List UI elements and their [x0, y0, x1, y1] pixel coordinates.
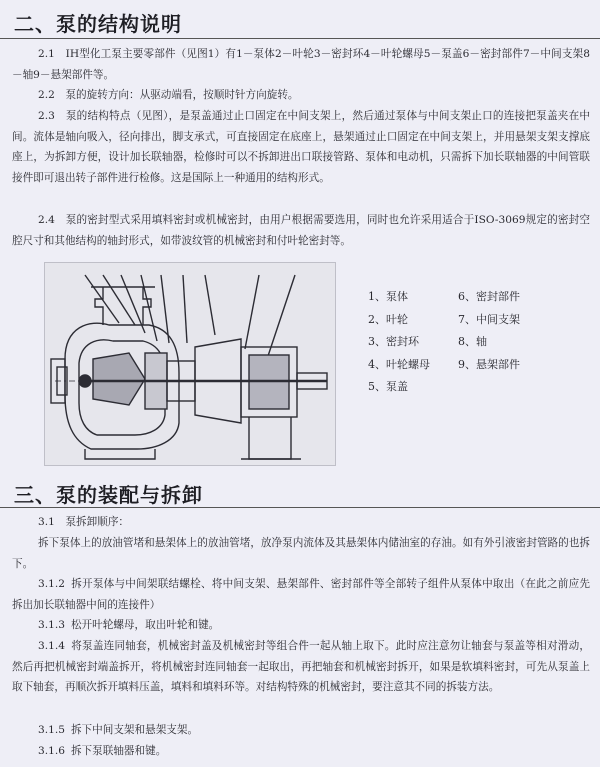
section-divider	[0, 507, 600, 508]
legend-item: 1、泵体	[368, 290, 408, 303]
paragraph-3-1-1: 拆下泵体上的放油管堵和悬架体上的放油管堵，放净泵内流体及其悬架体内储油室的存油。如有外引液密封管路的也拆下。	[12, 537, 590, 570]
pump-diagram	[45, 263, 335, 465]
legend-item: 6、密封部件	[458, 290, 520, 303]
step-number: 3.1.5	[38, 724, 65, 736]
leader-line-8	[245, 275, 259, 349]
step-text: 将泵盖连同轴套，机械密封盖及机械密封等组合件一起从轴上取下。此时应注意勿让轴套与泵盖等相对滑动，然后再把机械密封端盖拆开，将机械密封连同轴套一起取出，再把轴套和机械密封拆开，如果是软填料密封，可先从泵盖上取下轴套，再顺次拆开填料压盖，填料和填料环等。对结构特殊的机械密封，要注意其不同的拆装方法。	[12, 640, 590, 693]
paragraph-3-1-6	[12, 741, 590, 762]
paragraph-3-1-5	[12, 720, 590, 741]
step-text: 拆下中间支架和悬架支架。	[70, 724, 199, 736]
legend-item: 2、叶轮	[368, 312, 408, 326]
bracket-support	[249, 417, 291, 459]
legend-item: 7、中间支架	[458, 312, 520, 326]
pump-cross-section-figure	[44, 262, 336, 466]
paragraph-3-1-3	[12, 615, 590, 636]
step-text: 松开叶轮螺母，取出叶轮和键。	[70, 619, 220, 631]
step-number: 3.1.2	[38, 578, 65, 590]
impeller	[93, 353, 145, 405]
leader-line-6	[183, 275, 187, 343]
section-divider	[0, 38, 600, 39]
legend-item: 5、泵盖	[368, 380, 408, 393]
section-2-heading: 二、泵的结构说明	[14, 12, 182, 36]
legend-item: 9、悬架部件	[458, 357, 520, 371]
step-number: 3.1.6	[38, 745, 65, 757]
paragraph-2-4: 2.4 泵的密封型式采用填料密封或机械密封，由用户根据需要选用，同时也允许采用适合于ISO-3069规定的密封空腔尺寸和其他结构的轴封形式，如带波纹管的机械密封和付叶轮密封等。	[12, 214, 590, 247]
paragraph-3-1: 3.1 泵拆卸顺序：	[38, 516, 130, 528]
section-3-heading: 三、泵的装配与拆卸	[14, 483, 203, 507]
paragraph-2-3: 2.3 泵的结构特点（见图），是泵盖通过止口固定在中间支架上，然后通过泵体与中间支架止口的连接把泵盖夹在中间。流体是轴向吸入，径向排出，脚支承式，可直接固定在底座上，悬架通过止口固定在中间支架上，并用悬架支架支撑底座上，为拆卸方便，设计加长联轴器，检修时可以不拆卸进出口联接管路、泵体和电动机，只需拆下加长联轴器的中间管联接件即可退出转子部件进行检修。这是国际上一种通用的结构形式。	[12, 110, 590, 184]
step-text: 拆开泵体与中间架联结螺栓、将中间支架、悬架部件、密封部件等全部转子组件从泵体中取出（在此之前应先拆出加长联轴器中间的连接件）	[12, 578, 590, 611]
paragraph-2-2: 2.2 泵的旋转方向：从驱动端看，按顺时针方向旋转。	[38, 89, 299, 101]
parts-legend	[368, 286, 548, 399]
paragraph-3-1-4	[12, 636, 590, 698]
legend-item: 8、轴	[458, 335, 487, 348]
step-number: 3.1.3	[38, 619, 65, 631]
legend-item: 3、密封环	[368, 335, 419, 348]
leader-line-3	[121, 275, 145, 333]
step-text: 拆下泵联轴器和键。	[70, 745, 167, 757]
leader-line-2	[103, 275, 135, 325]
pump-foot	[85, 449, 155, 459]
paragraph-2-1: 2.1 IH型化工泵主要零部件（见图1）有1－泵体2－叶轮3－密封环4－叶轮螺母5－泵盖6－密封部件7－中间支架8－轴9－悬架部件等。	[12, 48, 590, 81]
paragraph-3-1-2	[12, 574, 590, 615]
leader-line-7	[205, 275, 215, 335]
legend-item: 4、叶轮螺母	[368, 357, 430, 371]
step-number: 3.1.4	[38, 640, 65, 652]
